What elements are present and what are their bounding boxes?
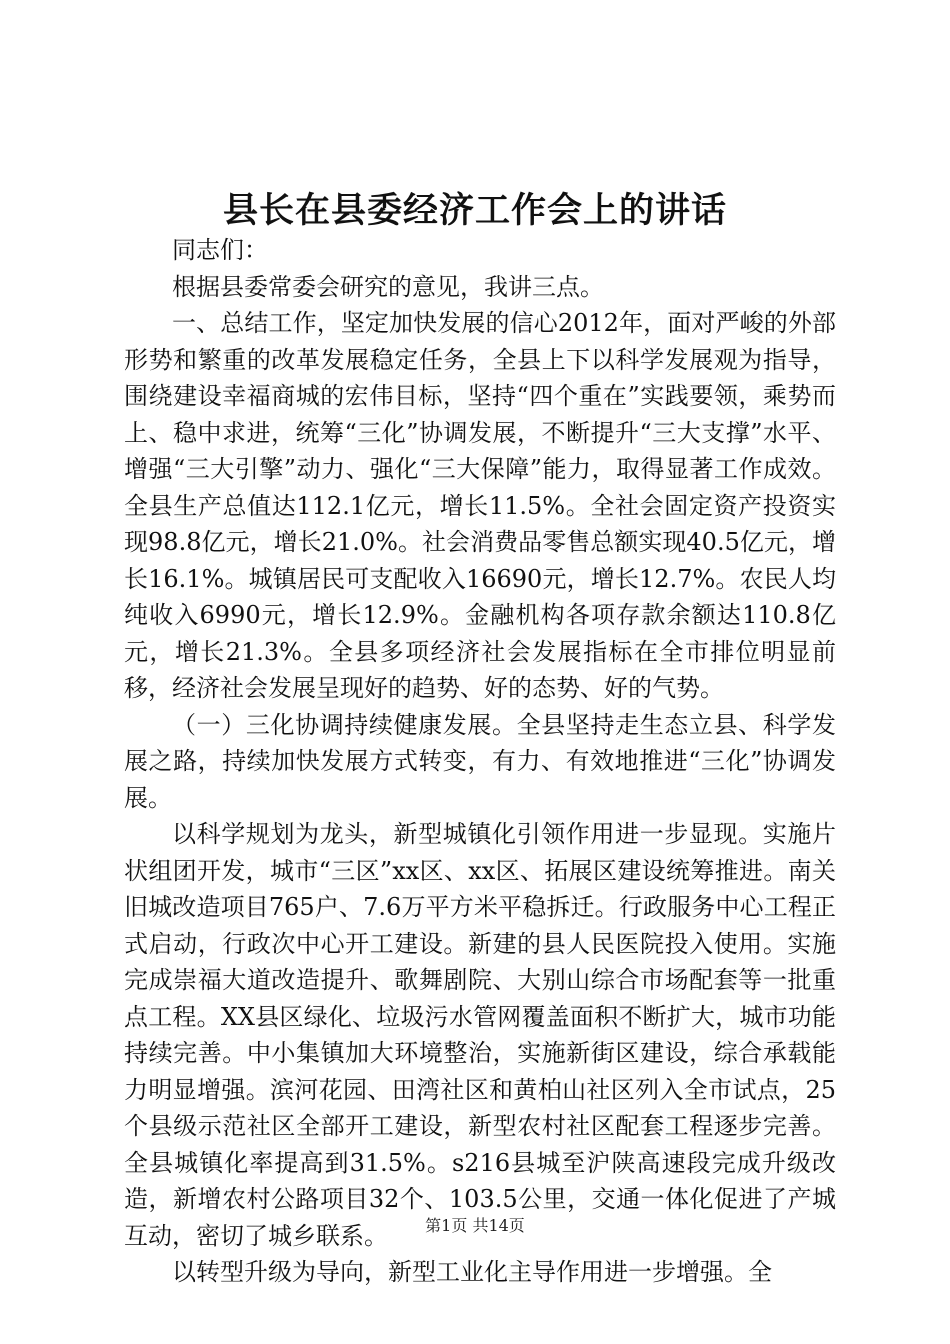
- document-title: 县长在县委经济工作会上的讲话: [222, 190, 727, 231]
- document-body: [124, 232, 836, 1291]
- paragraph-intro: 根据县委常委会研究的意见，我讲三点。: [172, 272, 604, 301]
- salutation: 同志们：: [172, 236, 268, 264]
- paragraph-urbanization: 以科学规划为龙头，新型城镇化引领作用进一步显现。实施片状组团开发，城市“三区”xx区、xx区、拓展区建设统筹推进。南关旧城改造项目765户、7.6万平方米平稳拆迁。行政服务中心工程正式启动，行政次中心开工建设。新建的县人民医院投入使用。实施完成崇福大道改造提升、歌舞剧院、大别山综合市场配套等一批重点工程。XX县区绿化、垃圾污水管网覆盖面积不断扩大，城市功能持续完善。中小集镇加大环境整治，实施新街区建设，综合承载能力明显增强。滨河花园、田湾社区和黄柏山社区列入全市试点，25个县级示范社区全部开工建设，新型农村社区配套工程逐步完善。全县城镇化率提高到31.5%。s216县城至沪陕高速段完成升级改造，新增农村公路项目32个、103.5公里，交通一体化促进了产城互动，密切了城乡联系。: [124, 820, 836, 1250]
- page-number-footer: 第1页 共14页: [425, 1216, 525, 1235]
- paragraph-industrialization: 以转型升级为导向，新型工业化主导作用进一步增强。全: [172, 1258, 772, 1286]
- paragraph-summary: 一、总结工作，坚定加快发展的信心2012年，面对严峻的外部形势和繁重的改革发展稳定任务，全县上下以科学发展观为指导，围绕建设幸福商城的宏伟目标，坚持“四个重在”实践要领，乘势而上、稳中求进，统筹“三化”协调发展，不断提升“三大支撑”水平、增强“三大引擎”动力、强化“三大保障”能力，取得显著工作成效。全县生产总值达112.1亿元，增长11.5%。全社会固定资产投资实现98.8亿元，增长21.0%。社会消费品零售总额实现40.5亿元，增长16.1%。城镇居民可支配收入16690元，增长12.7%。农民人均纯收入6990元，增长12.9%。金融机构各项存款余额达110.8亿元，增长21.3%。全县多项经济社会发展指标在全市排位明显前移，经济社会发展呈现好的趋势、好的态势、好的气势。: [124, 309, 836, 702]
- paragraph-section-1: （一）三化协调持续健康发展。全县坚持走生态立县、科学发展之路，持续加快发展方式转变，有力、有效地推进“三化”协调发展。: [124, 710, 836, 812]
